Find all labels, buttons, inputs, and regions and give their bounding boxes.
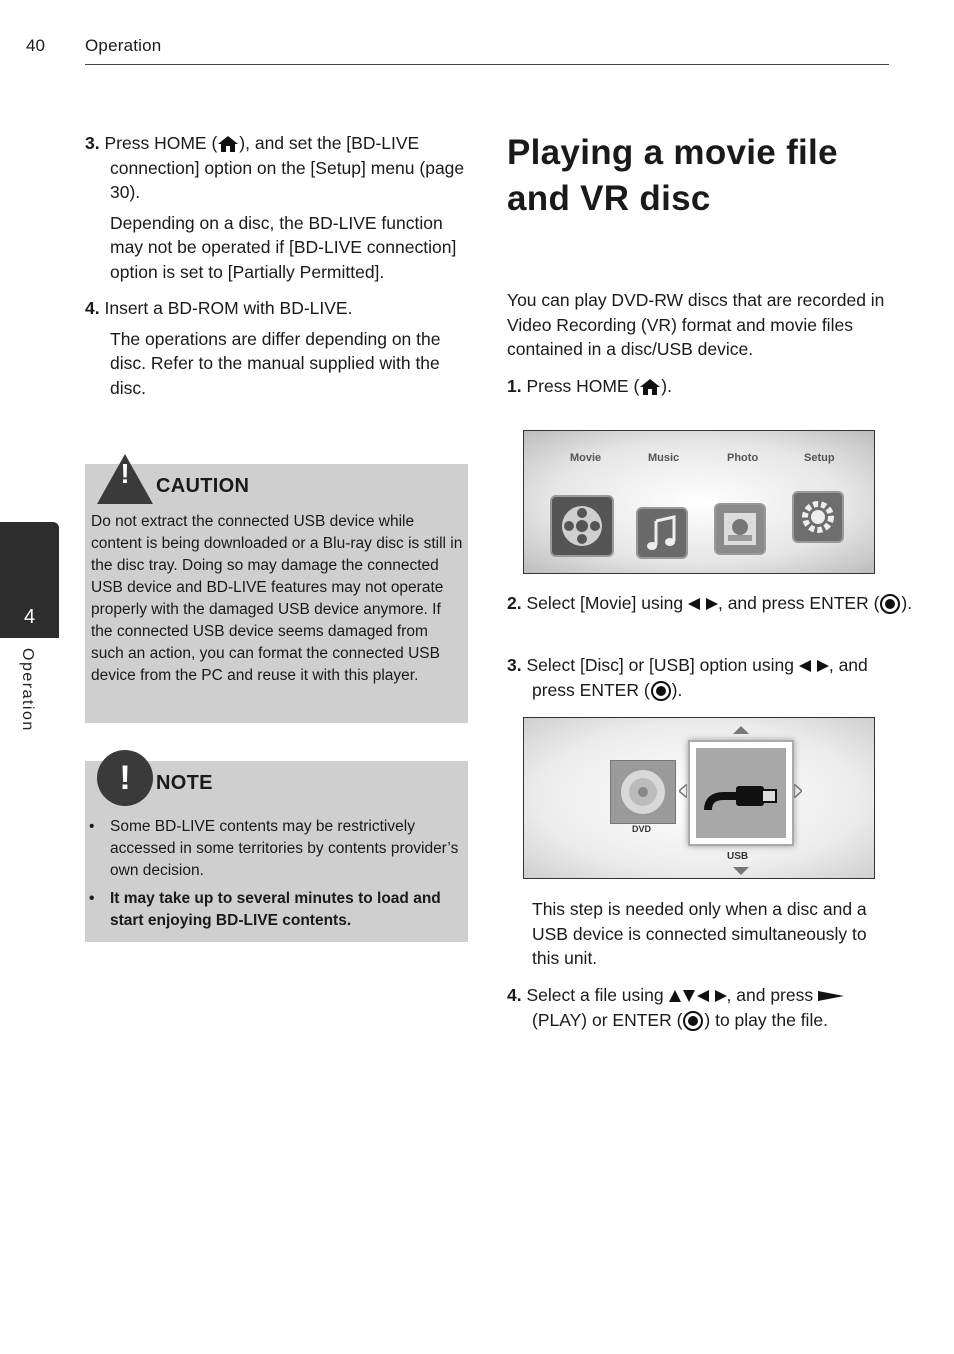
dvd-disc-icon	[610, 760, 676, 824]
movie-reel-icon	[550, 495, 614, 557]
step-3-right-para: This step is needed only when a disc and a USB device is connected simultaneously to this unit.	[532, 899, 867, 968]
note-box	[85, 761, 468, 942]
home-icon	[217, 135, 239, 153]
arrow-down-icon	[733, 865, 749, 875]
play-arrow-icon	[818, 989, 844, 1003]
usb-selected-tile	[688, 740, 794, 846]
photo-icon	[714, 503, 766, 555]
music-note-icon	[636, 507, 688, 559]
step-3-left: 3. Press HOME ( ), and set the [BD-LIVE connection] option on the [Setup] menu (page 30).	[85, 133, 465, 202]
left-column	[85, 131, 467, 400]
chapter-label: Operation	[19, 648, 36, 732]
enter-button-icon	[682, 1010, 704, 1032]
note-item: • Some BD-LIVE contents may be restrictively accessed in some territories by contents provider’s own decision.	[85, 816, 463, 882]
setup-gear-icon	[792, 491, 844, 543]
arrow-up-icon	[733, 726, 749, 736]
menu-label-movie: Movie	[570, 452, 602, 464]
step-2-right: 2. Select [Movie] using , and press ENTER ( ).	[507, 591, 914, 616]
header-divider	[85, 64, 889, 65]
dvd-label: DVD	[632, 824, 652, 834]
arrow-right-icon	[794, 784, 802, 798]
header-section-title: Operation	[85, 36, 162, 55]
step-4-left: 4. Insert a BD-ROM with BD-LIVE.	[85, 298, 353, 318]
caution-box	[85, 458, 468, 723]
page-number: 40	[26, 36, 45, 55]
caution-title: CAUTION	[156, 475, 250, 497]
usb-label: USB	[727, 851, 749, 862]
step-3-left-para: Depending on a disc, the BD-LIVE function may not be operated if [BD-LIVE connection] option is set to [Partially Permitted].	[110, 212, 457, 282]
usb-drive-icon	[696, 748, 786, 838]
four-way-arrows-icon	[669, 989, 727, 1003]
left-right-arrows-icon	[688, 597, 718, 611]
home-icon	[639, 378, 661, 396]
chapter-number: 4	[23, 606, 36, 628]
enter-button-icon	[650, 680, 672, 702]
warning-mark: !	[120, 458, 130, 489]
step-1-right: 1. Press HOME ( ).	[507, 376, 672, 396]
note-exclamation-icon: !	[97, 750, 153, 806]
right-intro: You can play DVD-RW discs that are recorded in Video Recording (VR) format and movie files contained in a disc/USB device.	[507, 290, 885, 359]
menu-label-music: Music	[648, 452, 680, 464]
step-4-right: 4. Select a file using , and press (PLAY) or ENTER ( ) to play the file.	[507, 983, 914, 1032]
enter-button-icon	[879, 593, 901, 615]
home-menu-screenshot	[523, 430, 875, 574]
menu-label-setup: Setup	[804, 452, 835, 464]
arrow-left-icon	[679, 784, 687, 798]
step-4-left-para: The operations are differ depending on the disc. Refer to the manual supplied with the disc.	[110, 328, 441, 398]
note-list	[85, 816, 463, 938]
section-title: Playing a movie file and VR disc	[507, 133, 838, 218]
menu-label-photo: Photo	[727, 452, 759, 464]
device-select-screenshot	[523, 717, 875, 879]
step-3-right: 3. Select [Disc] or [USB] option using , and press ENTER ( ).	[507, 653, 914, 702]
note-item: • It may take up to several minutes to load and start enjoying BD-LIVE contents.	[85, 888, 463, 932]
left-right-arrows-icon	[799, 659, 829, 673]
note-title: NOTE	[156, 772, 213, 794]
caution-text: Do not extract the connected USB device while content is being downloaded or a Blu-ray disc is still in the disc tray. Doing so may damage the connected USB device and BD-LIVE features may not operate properly with the damaged USB device anymore. If the connected USB device seems damaged from such an action, you can format the connected USB device from the PC and reuse it with this player.	[91, 513, 463, 684]
